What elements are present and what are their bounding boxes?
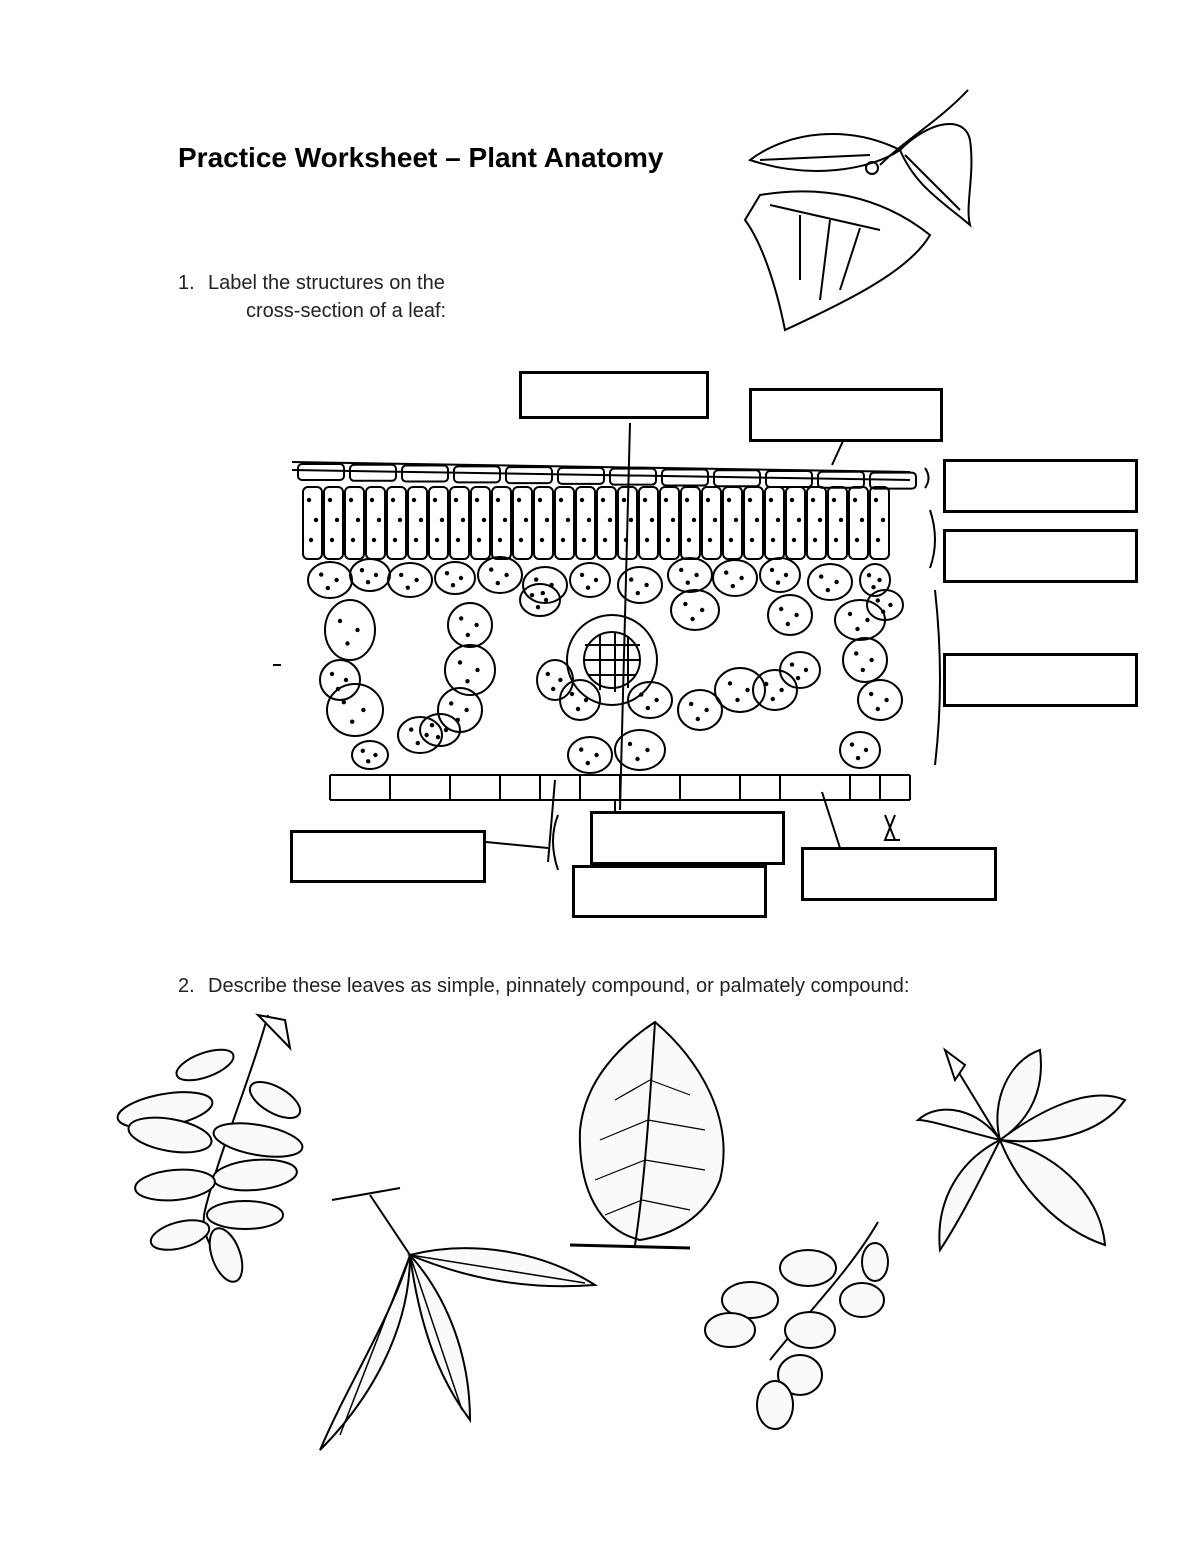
question-1-number: 1. — [178, 272, 195, 294]
pinnate-leaf-icon — [115, 1015, 306, 1286]
page-title: Practice Worksheet – Plant Anatomy — [178, 142, 664, 173]
question-1-line-2: cross-section of a leaf: — [246, 300, 447, 322]
palmate-five-leaflet-icon — [918, 1050, 1125, 1250]
palmate-three-leaflet-icon — [320, 1188, 595, 1450]
question-2-text: Describe these leaves as simple, pinnately compound, or palmately compound: — [208, 975, 910, 997]
question-1-line-1: Label the structures on the — [208, 272, 445, 294]
question-2-number: 2. — [178, 975, 195, 997]
pinnate-small-leaf-icon — [705, 1222, 888, 1429]
simple-leaf-icon — [570, 1022, 724, 1248]
